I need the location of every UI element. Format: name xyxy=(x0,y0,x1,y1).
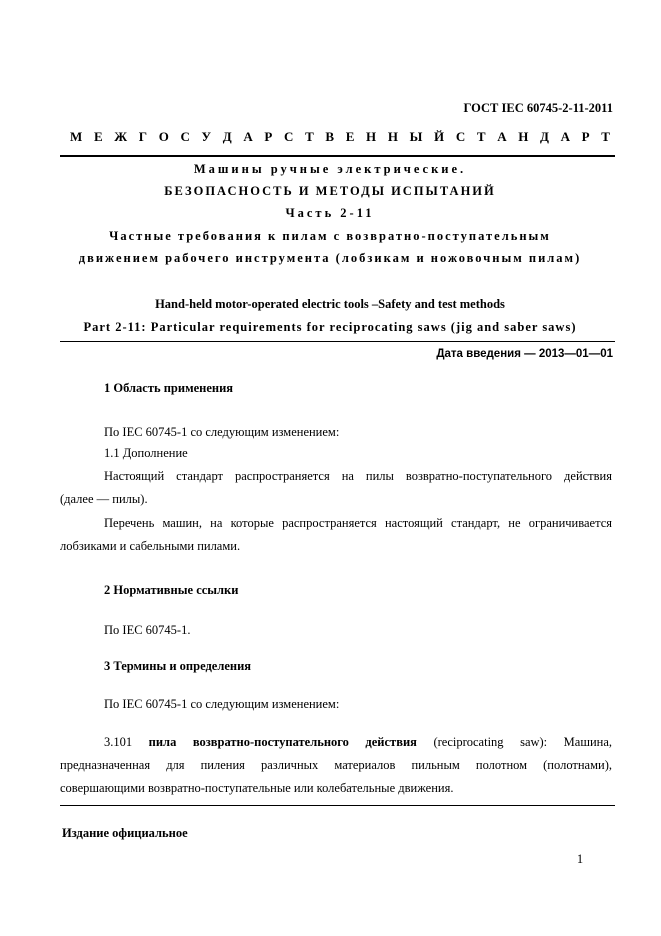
definition-line-3: совершающими возвратно-поступательные или колебательные движения. xyxy=(60,781,454,795)
definition-term: пила возвратно-поступательного действия xyxy=(148,735,417,749)
title-en-line-2: Part 2-11: Particular requirements for reciprocating saws (jig and saber saws) xyxy=(83,320,577,334)
title-ru-line-4: Частные требования к пилам с возвратно-поступательным xyxy=(109,229,551,243)
title-ru-line-1: Машины ручные электрические. xyxy=(193,162,467,176)
header-rule xyxy=(60,155,615,157)
banner-letter: Р xyxy=(581,129,590,144)
banner-letter: Д xyxy=(540,129,549,144)
section-2-paragraph: По IEC 60745-1. xyxy=(104,623,191,637)
banner-letter: Т xyxy=(601,129,610,144)
interstate-standard-banner xyxy=(70,129,610,145)
section-1-list-line-1: Перечень машин, на которые распространяется настоящий стандарт, не ограничивается xyxy=(104,516,612,530)
section-1-heading: 1 Область применения xyxy=(104,381,234,395)
definition-line-1 xyxy=(104,735,612,750)
banner-letter: С xyxy=(180,129,190,144)
standard-designation: ГОСТ IEC 60745-2-11-2011 xyxy=(463,101,613,115)
banner-letter: С xyxy=(284,129,294,144)
banner-letter: Ы xyxy=(409,129,423,144)
introduction-date: Дата введения — 2013—01—01 xyxy=(436,348,613,360)
banner-letter: А xyxy=(560,129,571,144)
section-1-scope-line-1: Настоящий стандарт распространяется на пилы возвратно-поступательного действия xyxy=(104,469,612,483)
title-ru-line-2: БЕЗОПАСНОСТЬ И МЕТОДЫ ИСПЫТАНИЙ xyxy=(164,184,496,198)
title-en-line-1: Hand-held motor-operated electric tools –Safety and test methods xyxy=(155,297,505,311)
banner-letter: Д xyxy=(222,129,232,144)
definition-number: 3.101 xyxy=(104,735,133,749)
banner-letter: Н xyxy=(387,129,398,144)
banner-letter: Т xyxy=(305,129,314,144)
banner-letter: Н xyxy=(518,129,529,144)
definition-line-2: предназначенная для пиления различных материалов пильным полотном (полотнами), xyxy=(60,758,612,772)
definition-text: (reciprocating saw): Машина, xyxy=(433,735,613,749)
section-1-subclause: 1.1 Дополнение xyxy=(104,446,188,460)
banner-letter: Е xyxy=(93,129,103,144)
title-ru-part: Часть 2-11 xyxy=(285,206,375,220)
banner-letter: Г xyxy=(138,129,148,144)
banner-letter: А xyxy=(243,129,253,144)
official-edition-label: Издание официальное xyxy=(62,826,188,840)
banner-letter: Е xyxy=(345,129,355,144)
section-1-paragraph: По IEC 60745-1 со следующим изменением: xyxy=(104,425,340,439)
banner-letter: Р xyxy=(264,129,273,144)
banner-letter: Т xyxy=(476,129,486,144)
section-1-scope-line-2: (далее — пилы). xyxy=(60,492,148,506)
banner-letter: С xyxy=(455,129,466,144)
banner-letter: Й xyxy=(434,129,445,144)
section-1-list-line-2: лобзиками и сабельными пилами. xyxy=(60,539,241,553)
banner-letter: А xyxy=(497,129,507,144)
page-number: 1 xyxy=(576,852,584,866)
banner-letter: Ж xyxy=(114,129,128,144)
section-3-heading: 3 Термины и определения xyxy=(104,659,252,673)
banner-letter: В xyxy=(325,129,335,144)
banner-letter: У xyxy=(201,129,212,144)
title-ru-line-5: движением рабочего инструмента (лобзикам и ножовочным пилам) xyxy=(78,251,582,265)
banner-letter: О xyxy=(158,129,169,144)
banner-letter: Н xyxy=(366,129,377,144)
footer-rule xyxy=(60,805,615,806)
section-3-paragraph: По IEC 60745-1 со следующим изменением: xyxy=(104,697,340,711)
section-2-heading: 2 Нормативные ссылки xyxy=(104,583,239,597)
banner-letter: М xyxy=(70,129,83,144)
title-rule xyxy=(60,341,615,342)
